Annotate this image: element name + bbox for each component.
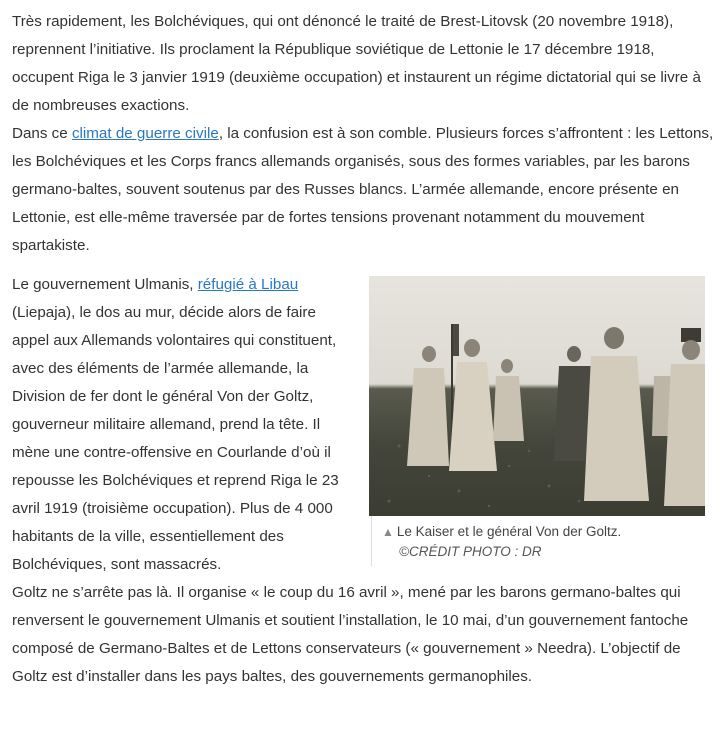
link-climat-guerre-civile[interactable]: climat de guerre civile (71, 125, 219, 142)
triangle-up-icon: ▲ (382, 525, 394, 539)
paragraph-4: Goltz ne s’arrête pas là. Il organise « le coup du 16 avril », mené par les barons germano-baltes qui renversent le gouvernement Ulmanis et soutient l’installation, le 10 mai, d’un gouvernement fantoche composé de Germano-Baltes et de Lettons conservateurs (« gouvernement » Needra). L’objectif de Goltz est d’installer dans les pays baltes, des gouvernements germanophiles. (12, 584, 689, 685)
photo-illustration (369, 276, 705, 516)
link-refugie-libau[interactable]: réfugié à Libau (197, 276, 299, 293)
paragraph-2-text-before: Dans ce (12, 125, 72, 142)
caption-text: Le Kaiser et le général Von der Goltz. (396, 524, 622, 539)
photo-caption (371, 516, 705, 566)
paragraph-3-text-after: (Liepaja), le dos au mur, décide alors de faire appel aux Allemands volontaires qui constituent, avec des éléments de l’armée allemande, la Division de fer dont le général Von der Goltz, gouverneur militaire allemand, prend la tête. Il mène une contre-offensive en Courlande d’où il repousse les Bolchéviques et reprend Riga le 23 avril 1919 (troisième occupation). Plus de 4 000 habitants de la ville, essentiellement des Bolchéviques, sont massacrés. (12, 304, 339, 573)
paragraph-1: Très rapidement, les Bolchéviques, qui ont dénoncé le traité de Brest-Litovsk (20 novembre 1918), reprennent l’initiative. Ils proclament la République soviétique de Lettonie le 17 décembre 1918, occupent Riga le 3 janvier 1919 (deuxième occupation) et instaurent un régime dictatorial qui se livre à de nombreuses exactions. (12, 13, 701, 114)
paragraph-3-text-before: Le gouvernement Ulmanis, (12, 276, 198, 293)
paragraph-2 (12, 120, 715, 260)
photo-figure (369, 276, 705, 566)
photo-credit: ©CRÉDIT PHOTO : DR (399, 544, 542, 559)
paragraph-2-text-after: , la confusion est à son comble. Plusieurs forces s’affrontent : les Lettons, les Bolchéviques et les Corps francs allemands organisés, sous des formes variables, par les barons germano-baltes, souvent soutenus par des Russes blancs. L’armée allemande, encore présente en Lettonie, est elle-même traversée par de fortes tensions provenant notamment du mouvement spartakiste. (12, 125, 714, 254)
historical-photo[interactable] (369, 276, 705, 516)
